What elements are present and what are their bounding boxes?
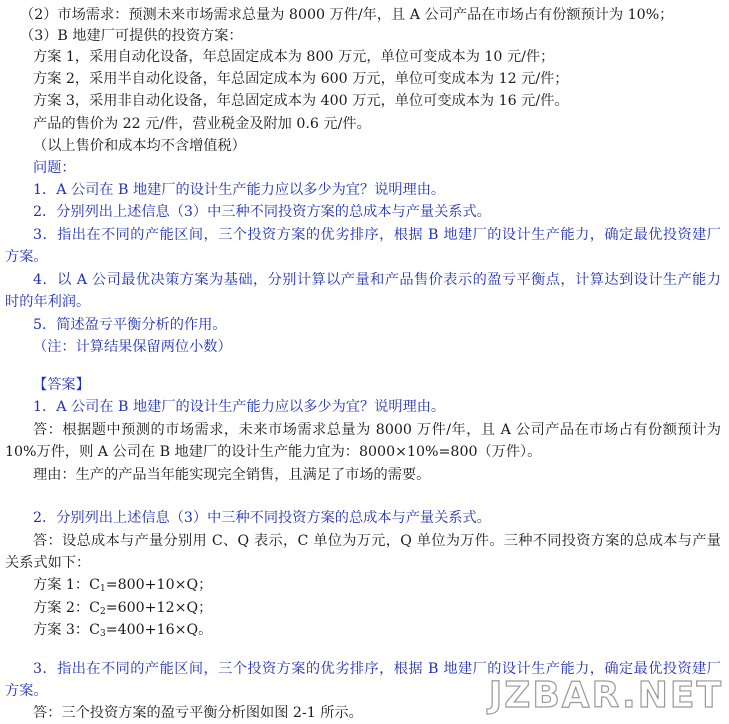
answer-3-text: 答：三个投资方案的盈亏平衡分析图如图 2-1 所示。 [33,705,363,721]
question-2: 2．分别列出上述信息（3）中三种不同投资方案的总成本与产量关系式。 [33,204,491,220]
answer-2-line-1: 答：设总成本与产量分别用 C、Q 表示，C 单位为万元，Q 单位为万件。三种不同投资方案的总成本与产量 [33,533,721,549]
answer-1-line-2: 10%万件，则 A 公司在 B 地建厂的设计生产能力宜为：8000×10%=800（万件）。 [5,444,542,460]
options-heading: （3）B 地建厂可提供的投资方案： [20,28,243,44]
rounding-note: （注：计算结果保留两位小数） [33,339,232,355]
answer-2-line-2: 关系式如下： [5,555,91,571]
answer-1-title: 1．A 公司在 B 地建厂的设计生产能力应以多少为宜？说明理由。 [33,399,446,415]
plan-3-text: 方案 3，采用非自动化设备，年总固定成本为 400 万元，单位可变成本为 16 元/件。 [33,93,569,109]
questions-heading: 问题： [33,160,76,176]
answers-heading: 【答案】 [33,377,90,393]
market-demand-text: （2）市场需求：预测未来市场需求总量为 8000 万件/年，且 A 公司产品在市场占有份额预计为 10%； [20,7,674,23]
answer-3-title-line-2: 方案。 [5,683,48,699]
answer-2-title: 2．分别列出上述信息（3）中三种不同投资方案的总成本与产量关系式。 [33,510,491,526]
plan-2-text: 方案 2，采用半自动化设备，年总固定成本为 600 万元，单位可变成本为 12 元/件； [33,71,569,87]
equation-plan-1: 方案 1：$C_1=800+10\times Q$； [33,577,213,594]
question-4-line-1: 4．以 A 公司最优决策方案为基础，分别计算以产量和产品售价表示的盈亏平衡点，计算达到设计生产能力 [33,272,721,288]
answer-1-line-1: 答：根据题中预测的市场需求，未来市场需求总量为 8000 万件/年，且 A 公司产品在市场占有份额预计为 [33,422,721,438]
answer-3-title-line-1: 3．指出在不同的产能区间，三个投资方案的优劣排序，根据 B 地建厂的设计生产能力，确定最优投资建厂 [33,661,721,677]
equation-plan-2: 方案 2：$C_2=600+12\times Q$； [33,600,213,617]
site-watermark: JZBAR.NET [488,675,723,716]
price-text: 产品的售价为 22 元/件，营业税金及附加 0.6 元/件。 [33,116,371,132]
answer-1-reason: 理由：生产的产品当年能实现完全销售，且满足了市场的需要。 [33,467,431,483]
equation-plan-3: 方案 3：$C_3=400+16\times Q$。 [33,622,213,639]
vat-note: （以上售价和成本均不含增值税） [33,138,246,154]
question-4-line-2: 时的年利润。 [5,294,91,310]
question-3-line-1: 3．指出在不同的产能区间，三个投资方案的优劣排序，根据 B 地建厂的设计生产能力，确定最优投资建厂 [33,227,721,243]
question-1: 1．A 公司在 B 地建厂的设计生产能力应以多少为宜？说明理由。 [33,182,446,198]
question-3-line-2: 方案。 [5,249,48,265]
question-5: 5．简述盈亏平衡分析的作用。 [33,317,227,333]
plan-1-text: 方案 1，采用自动化设备，年总固定成本为 800 万元，单位可变成本为 10 元/件； [33,49,555,65]
